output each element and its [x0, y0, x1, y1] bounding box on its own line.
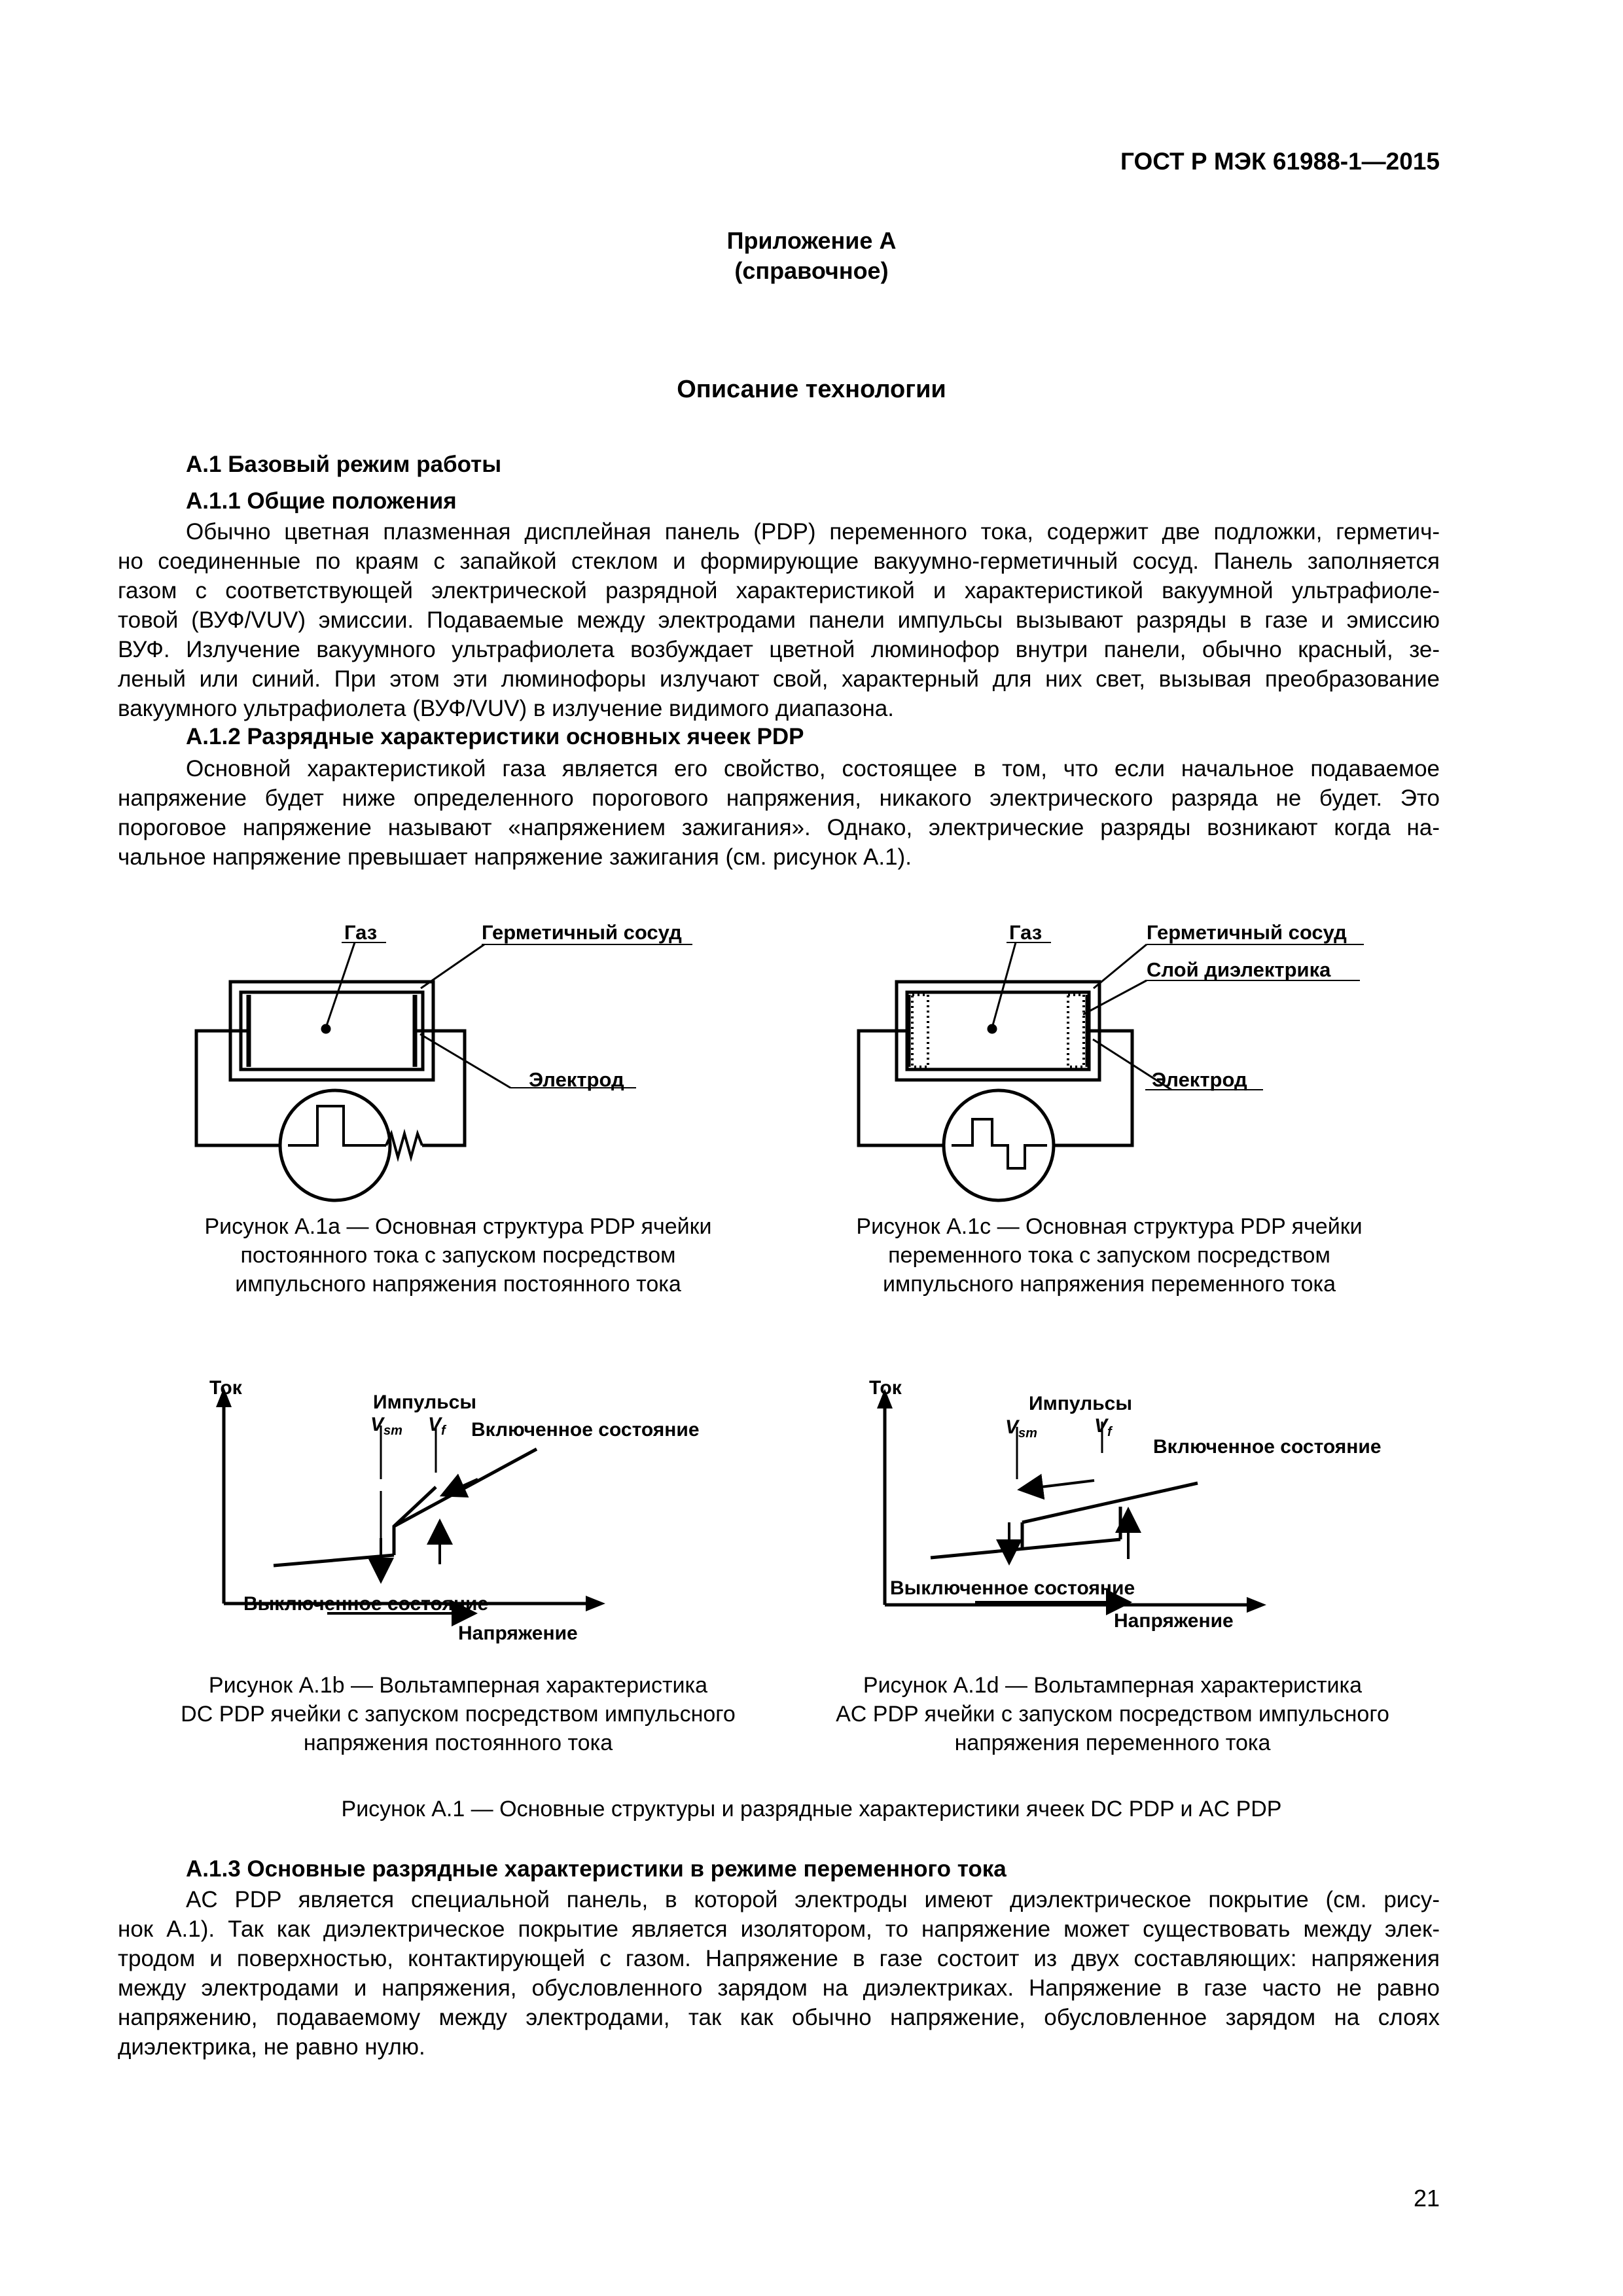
caption-line: напряжения переменного тока [954, 1731, 1271, 1755]
text-line: диэлектрика, не равно нулю. [118, 2034, 425, 2060]
text-line: напряжение будет ниже определенного порогового напряжения, никакого электрического разряда не будет. Это [118, 785, 1440, 811]
wire-left [859, 1031, 942, 1145]
off-branch [931, 1539, 1120, 1558]
dielectric-right [1068, 995, 1084, 1067]
gas-label: Газ [1009, 921, 1043, 944]
appendix-subtitle: (справочное) [734, 257, 889, 284]
text-line: чальное напряжение превышает напряжение зажигания (см. рисунок А.1). [118, 844, 912, 870]
dc-pulse-waveform [288, 1106, 386, 1145]
figure-a1a-dc-cell-diagram [183, 903, 838, 1204]
vf-label: $V_f$ [1094, 1415, 1112, 1439]
caption-line: импульсного напряжения переменного тока [882, 1272, 1336, 1297]
vessel-outer [230, 982, 433, 1080]
vessel-inner [241, 992, 423, 1069]
on-branch [1022, 1483, 1198, 1522]
caption-line: Рисунок А.1с — Основная структура PDP ячейки [856, 1214, 1363, 1239]
page-number: 21 [1413, 2185, 1440, 2212]
text-line: товой (ВУФ/VUV) эмиссии. Подаваемые между электродами панели импульсы вызывают разряды в газе и эмиссию [118, 607, 1440, 633]
off-state-label: Выключенное состояние [890, 1577, 1135, 1599]
figure-a1b-dc-iv-characteristic [196, 1374, 785, 1656]
vf-label: $V_f$ [428, 1414, 446, 1438]
appendix-title: Приложение А [726, 227, 897, 254]
y-axis-label: Ток [209, 1377, 242, 1399]
text-line: между электродами и напряжения, обусловленного зарядом на диэлектриках. Напряжение в газе часто не равно [118, 1975, 1440, 2001]
text-line: AC PDP является специальной панель, в которой электроды имеют диэлектрическое покрытие (см. рису- [186, 1887, 1440, 1912]
caption-line: Рисунок А.1b — Вольтамперная характеристика [208, 1673, 708, 1698]
section-a13-heading: А.1.3 Основные разрядные характеристики в режиме переменного тока [186, 1856, 1007, 1882]
text-line: Обычно цветная плазменная дисплейная панель (PDP) переменного тока, содержит две подложки, герметич- [186, 519, 1440, 545]
gas-leader [326, 942, 355, 1028]
caption-line: импульсного напряжения постоянного тока [235, 1272, 681, 1297]
gas-label: Газ [344, 921, 378, 944]
dielectric-left [912, 995, 928, 1067]
standard-header: ГОСТ Р МЭК 61988-1—2015 [1120, 148, 1440, 175]
text-line: но соединенные по краям с запайкой стеклом и формирующие вакуумно-герметичный сосуд. Панель заполняется [118, 548, 1440, 574]
vsm-label: $V_{sm}$ [370, 1414, 402, 1438]
document-title: Описание технологии [677, 376, 946, 403]
text-line: ВУФ. Излучение вакуумного ультрафиолета возбуждает цветной люминофор внутри панели, обычно красный, зе- [118, 637, 1440, 662]
caption-a1d [779, 1671, 1446, 1757]
dielectric-leader [1083, 980, 1147, 1014]
paragraph-ac-discharge [118, 1885, 1440, 2062]
caption-line: DC PDP ячейки с запуском посредством импульсного [181, 1702, 736, 1727]
text-line: пороговое напряжение называют «напряжением зажигания». Однако, электрические разряды возникают когда на- [118, 815, 1440, 840]
text-line: напряжению, подаваемому между электродами, так как обычно напряжение, обусловленное зарядом на слоях [118, 2005, 1440, 2030]
wire-left [196, 1031, 281, 1145]
vessel-label: Герметичный сосуд [1147, 921, 1347, 944]
figure-main-caption: Рисунок А.1 — Основные структуры и разрядные характеристики ячеек DC PDP и AC PDP [341, 1797, 1282, 1821]
vessel-leader [1094, 944, 1147, 988]
text-line: Основной характеристикой газа является его свойство, состоящее в том, что если начальное подаваемое [186, 756, 1440, 781]
pulses-label: Импульсы [1029, 1393, 1132, 1414]
paragraph-general [118, 517, 1440, 723]
return-arrow [1030, 1480, 1094, 1488]
caption-line: напряжения постоянного тока [303, 1731, 613, 1755]
caption-line: Рисунок А.1d — Вольтамперная характеристика [863, 1673, 1363, 1698]
on-branch [394, 1449, 537, 1526]
caption-line: AC PDP ячейки с запуском посредством импульсного [836, 1702, 1389, 1727]
section-a12-heading: А.1.2 Разрядные характеристики основных ячеек PDP [186, 724, 804, 749]
text-line: тродом и поверхностью, контактирующей с газом. Напряжение в газе состоит из двух составляющих: напряжения [118, 1946, 1440, 1971]
vessel-label: Герметичный сосуд [482, 921, 682, 944]
figure-a1d-ac-iv-characteristic [857, 1368, 1433, 1649]
caption-a1a [131, 1212, 785, 1299]
on-state-label: Включенное состояние [1153, 1436, 1382, 1458]
dielectric-label: Слой диэлектрика [1147, 958, 1331, 981]
caption-line: переменного тока с запуском посредством [888, 1243, 1330, 1268]
section-a11-heading: А.1.1 Общие положения [186, 488, 457, 514]
caption-a1b [124, 1671, 792, 1757]
caption-line: постоянного тока с запуском посредством [240, 1243, 676, 1268]
y-axis-label: Ток [869, 1377, 902, 1399]
figure-a1c-ac-cell-diagram [844, 903, 1433, 1204]
text-line: леный или синий. При этом эти люминофоры излучают свой, характерный для них свет, вызывая преобразование [118, 666, 1440, 692]
gas-leader [992, 942, 1016, 1028]
vsm-label: $V_{sm}$ [1005, 1416, 1037, 1441]
x-axis-label: Напряжение [458, 1623, 578, 1644]
paragraph-discharge [118, 754, 1440, 872]
off-state-label: Выключенное состояние [243, 1593, 489, 1615]
on-state-label: Включенное состояние [471, 1419, 700, 1441]
ac-pulse-waveform [952, 1119, 1047, 1168]
wire-right [1055, 1031, 1132, 1145]
electrode-label: Электрод [1152, 1068, 1247, 1091]
pulses-label: Импульсы [373, 1391, 476, 1413]
electrode-label: Электрод [529, 1068, 624, 1091]
off-branch [274, 1555, 394, 1566]
vessel-leader [421, 944, 484, 988]
text-line: нок А.1). Так как диэлектрическое покрытие является изолятором, то напряжение может существовать между элек- [118, 1916, 1440, 1942]
caption-a1c [782, 1212, 1436, 1299]
caption-line: Рисунок А.1а — Основная структура PDP ячейки [204, 1214, 712, 1239]
text-line: газом с соответствующей электрической разрядной характеристикой и характеристикой вакуумной ультрафиоле- [118, 578, 1440, 603]
section-a1-heading: А.1 Базовый режим работы [186, 452, 502, 477]
text-line: вакуумного ультрафиолета (ВУФ/VUV) в излучение видимого диапазона. [118, 696, 894, 721]
x-axis-label: Напряжение [1114, 1610, 1234, 1632]
